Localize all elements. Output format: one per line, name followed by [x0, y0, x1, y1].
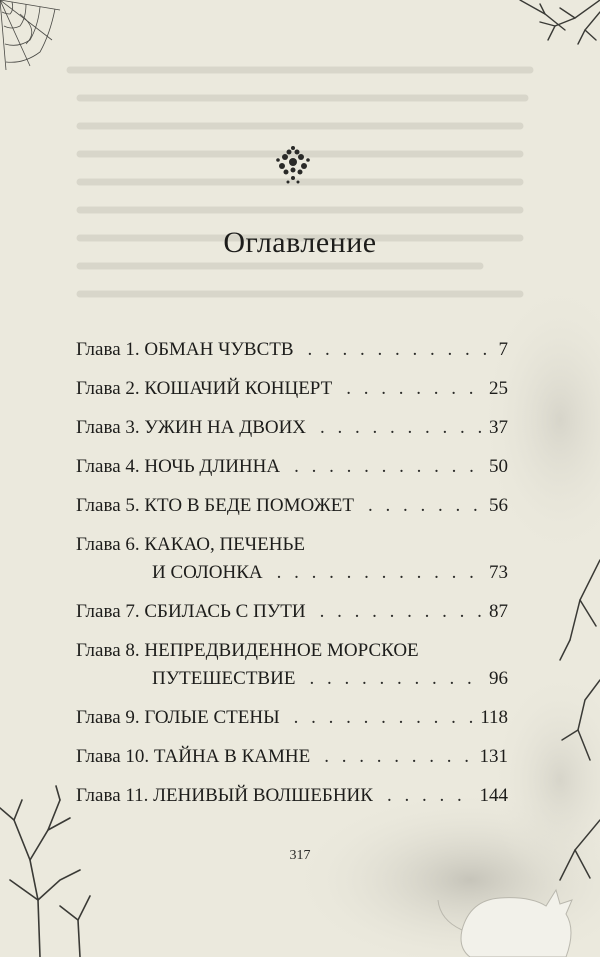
page-title: Оглавление	[223, 226, 377, 259]
dot-leader	[387, 782, 474, 810]
dot-leader	[308, 336, 493, 364]
chapter-title: КОШАЧИЙ КОНЦЕРТ	[144, 378, 333, 399]
toc-entry	[76, 531, 508, 587]
chapter-title: КАКАО, ПЕЧЕНЬЕ	[144, 534, 305, 555]
toc-entry	[76, 375, 508, 403]
chapter-number: Глава 7.	[76, 601, 140, 622]
page-ref: 96	[489, 668, 508, 689]
page-number: 317	[289, 848, 311, 863]
page-ref: 7	[498, 339, 508, 360]
chapter-title: ГОЛЫЕ СТЕНЫ	[144, 707, 280, 728]
chapter-number: Глава 8.	[76, 640, 140, 661]
page-ref: 131	[479, 746, 508, 767]
chapter-title: НОЧЬ ДЛИННА	[144, 456, 281, 477]
chapter-title: НЕПРЕДВИДЕННОЕ МОРСКОЕ	[144, 640, 419, 661]
chapter-number: Глава 6.	[76, 534, 140, 555]
table-of-contents	[76, 336, 508, 821]
cobweb-icon	[0, 0, 60, 70]
page-ref: 73	[489, 562, 508, 583]
dot-leader	[324, 743, 473, 771]
toc-entry	[76, 704, 508, 732]
page-ref: 56	[489, 495, 508, 516]
page-ref: 25	[489, 378, 508, 399]
chapter-title: СБИЛАСЬ С ПУТИ	[144, 601, 306, 622]
page-ref: 118	[480, 707, 508, 728]
chapter-title: ОБМАН ЧУВСТВ	[144, 339, 294, 360]
toc-entry	[76, 414, 508, 442]
toc-entry	[76, 453, 508, 481]
chapter-number: Глава 2.	[76, 378, 140, 399]
dot-leader	[320, 414, 483, 442]
page-ref: 144	[479, 785, 508, 806]
toc-entry	[76, 492, 508, 520]
toc-entry	[76, 782, 508, 810]
toc-entry	[76, 598, 508, 626]
chapter-title-continuation: ПУТЕШЕСТВИЕ	[152, 668, 296, 689]
chapter-number: Глава 4.	[76, 456, 140, 477]
chapter-title: ТАЙНА В КАМНЕ	[153, 746, 311, 767]
toc-entry	[76, 336, 508, 364]
chapter-number: Глава 3.	[76, 417, 140, 438]
dot-leader	[346, 375, 483, 403]
chapter-number: Глава 9.	[76, 707, 140, 728]
chapter-title: КТО В БЕДЕ ПОМОЖЕТ	[144, 495, 354, 516]
page-ref: 37	[489, 417, 508, 438]
dot-leader	[368, 492, 483, 520]
branches-top-right	[520, 0, 600, 44]
floral-ornament-icon	[268, 140, 318, 190]
dot-leader	[294, 453, 483, 481]
chapter-title: ЛЕНИВЫЙ ВОЛШЕБНИК	[153, 785, 373, 806]
chapter-title: УЖИН НА ДВОИХ	[144, 417, 307, 438]
chapter-number: Глава 5.	[76, 495, 140, 516]
page-ref: 87	[489, 601, 508, 622]
chapter-title-continuation: И СОЛОНКА	[152, 562, 263, 583]
toc-entry	[76, 743, 508, 771]
chapter-number: Глава 10.	[76, 746, 150, 767]
chapter-number: Глава 1.	[76, 339, 140, 360]
dot-leader	[320, 598, 483, 626]
dot-leader	[277, 559, 483, 587]
chapter-number: Глава 11.	[76, 785, 149, 806]
toc-entry	[76, 637, 508, 693]
page-ref: 50	[489, 456, 508, 477]
dot-leader	[309, 665, 483, 693]
dot-leader	[294, 704, 475, 732]
